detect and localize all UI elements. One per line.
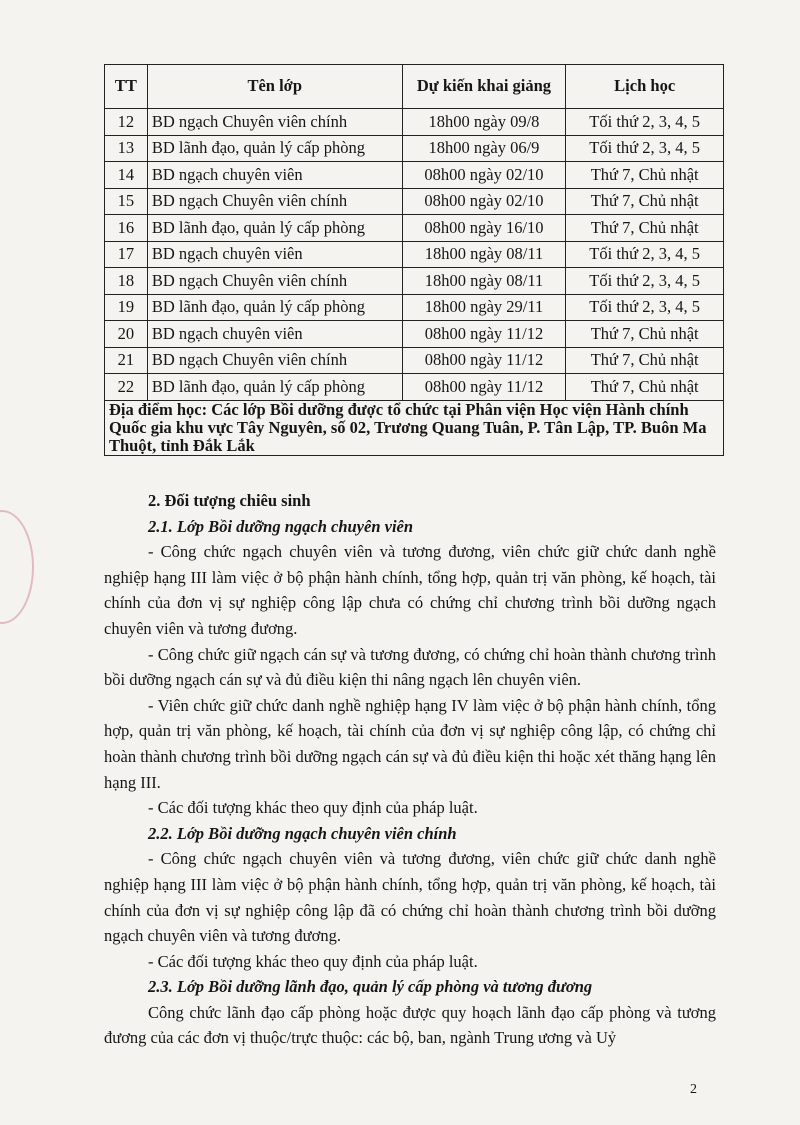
cell-start-date: 18h00 ngày 06/9	[402, 135, 566, 162]
cell-schedule: Thứ 7, Chủ nhật	[566, 162, 724, 189]
cell-class-name: BD ngạch Chuyên viên chính	[147, 347, 402, 374]
header-class-name: Tên lớp	[147, 65, 402, 109]
cell-start-date: 18h00 ngày 29/11	[402, 294, 566, 321]
table-row	[105, 321, 724, 348]
cell-start-date: 08h00 ngày 11/12	[402, 321, 566, 348]
cell-tt: 15	[105, 188, 148, 215]
header-tt: TT	[105, 65, 148, 109]
paragraph: Công chức lãnh đạo cấp phòng hoặc được quy hoạch lãnh đạo cấp phòng và tương đương của các đơn vị thuộc/trực thuộc: các bộ, ban, ngành Trung ương và Uỷ	[104, 1002, 716, 1048]
cell-tt: 17	[105, 241, 148, 268]
paragraph: - Các đối tượng khác theo quy định của pháp luật.	[148, 951, 478, 971]
cell-schedule: Thứ 7, Chủ nhật	[566, 188, 724, 215]
page-number: 2	[690, 1082, 697, 1097]
section-2-3-heading: 2.3. Lớp Bồi dưỡng lãnh đạo, quản lý cấp phòng và tương đương	[148, 977, 593, 997]
cell-tt: 14	[105, 162, 148, 189]
cell-schedule: Tối thứ 2, 3, 4, 5	[566, 268, 724, 295]
cell-start-date: 08h00 ngày 11/12	[402, 347, 566, 374]
cell-class-name: BD ngạch Chuyên viên chính	[147, 268, 402, 295]
table-row	[105, 294, 724, 321]
location-note: Địa điểm học: Các lớp Bồi dưỡng được tổ chức tại Phân viện Học viện Hành chính Quốc gia khu vực Tây Nguyên, số 02, Trương Quang Tuân, P. Tân Lập, TP. Buôn Ma Thuột, tỉnh Đắk Lắk	[105, 400, 724, 455]
cell-start-date: 08h00 ngày 11/12	[402, 374, 566, 401]
cell-tt: 16	[105, 215, 148, 242]
header-schedule: Lịch học	[566, 65, 724, 109]
table-row	[105, 374, 724, 401]
table-row	[105, 162, 724, 189]
cell-start-date: 08h00 ngày 02/10	[402, 188, 566, 215]
cell-start-date: 18h00 ngày 08/11	[402, 241, 566, 268]
red-seal-edge	[0, 510, 34, 624]
cell-schedule: Thứ 7, Chủ nhật	[566, 374, 724, 401]
cell-tt: 13	[105, 135, 148, 162]
cell-start-date: 08h00 ngày 02/10	[402, 162, 566, 189]
cell-class-name: BD lãnh đạo, quản lý cấp phòng	[147, 374, 402, 401]
class-schedule-table	[104, 64, 724, 456]
section-2-2-heading: 2.2. Lớp Bồi dưỡng ngạch chuyên viên chính	[148, 823, 457, 843]
table-row	[105, 241, 724, 268]
cell-class-name: BD lãnh đạo, quản lý cấp phòng	[147, 215, 402, 242]
cell-class-name: BD ngạch chuyên viên	[147, 241, 402, 268]
cell-class-name: BD ngạch chuyên viên	[147, 162, 402, 189]
cell-start-date: 18h00 ngày 09/8	[402, 109, 566, 136]
paragraph: - Công chức ngạch chuyên viên và tương đương, viên chức giữ chức danh nghề nghiệp hạng III làm việc ở bộ phận hành chính, tổng hợp, quản trị văn phòng, kế hoạch, tài chính của đơn vị sự nghiệp công lập chưa có chứng chỉ chương trình bồi dưỡng ngạch chuyên viên và tương đương.	[104, 542, 716, 638]
location-row	[105, 400, 724, 455]
cell-class-name: BD ngạch Chuyên viên chính	[147, 109, 402, 136]
cell-tt: 19	[105, 294, 148, 321]
cell-class-name: BD lãnh đạo, quản lý cấp phòng	[147, 294, 402, 321]
paragraph: - Viên chức giữ chức danh nghề nghiệp hạng IV làm việc ở bộ phận hành chính, tổng hợp, quản trị văn phòng, kế hoạch, tài chính của đơn vị sự nghiệp công lập, có chứng chỉ hoàn thành chương trình bồi dưỡng ngạch cán sự và đủ điều kiện thi hoặc xét thăng hạng lên hạng III.	[104, 695, 716, 792]
paragraph: - Công chức giữ ngạch cán sự và tương đương, có chứng chỉ hoàn thành chương trình bồi dưỡng ngạch cán sự và đủ điều kiện thi nâng ngạch lên chuyên viên.	[104, 644, 716, 690]
cell-start-date: 08h00 ngày 16/10	[402, 215, 566, 242]
cell-schedule: Tối thứ 2, 3, 4, 5	[566, 135, 724, 162]
cell-tt: 18	[105, 268, 148, 295]
paragraph: - Công chức ngạch chuyên viên và tương đương, viên chức giữ chức danh nghề nghiệp hạng III làm việc ở bộ phận hành chính, tổng hợp, quản trị văn phòng, kế hoạch, tài chính của đơn vị sự nghiệp công lập đã có chứng chỉ hoàn thành chương trình bồi dưỡng ngạch chuyên viên và tương đương.	[104, 849, 716, 946]
cell-tt: 22	[105, 374, 148, 401]
header-start-date: Dự kiến khai giảng	[402, 65, 566, 109]
table-header-row	[105, 65, 724, 109]
cell-tt: 20	[105, 321, 148, 348]
table-row	[105, 188, 724, 215]
cell-tt: 21	[105, 347, 148, 374]
cell-schedule: Thứ 7, Chủ nhật	[566, 215, 724, 242]
cell-schedule: Thứ 7, Chủ nhật	[566, 347, 724, 374]
cell-schedule: Tối thứ 2, 3, 4, 5	[566, 294, 724, 321]
table-row	[105, 347, 724, 374]
table-row	[105, 268, 724, 295]
cell-schedule: Thứ 7, Chủ nhật	[566, 321, 724, 348]
cell-schedule: Tối thứ 2, 3, 4, 5	[566, 241, 724, 268]
cell-schedule: Tối thứ 2, 3, 4, 5	[566, 109, 724, 136]
cell-start-date: 18h00 ngày 08/11	[402, 268, 566, 295]
cell-tt: 12	[105, 109, 148, 136]
cell-class-name: BD ngạch chuyên viên	[147, 321, 402, 348]
table-row	[105, 109, 724, 136]
paragraph: - Các đối tượng khác theo quy định của pháp luật.	[148, 798, 478, 818]
cell-class-name: BD ngạch Chuyên viên chính	[147, 188, 402, 215]
cell-class-name: BD lãnh đạo, quản lý cấp phòng	[147, 135, 402, 162]
body-text	[104, 488, 716, 1051]
section-2-1-heading: 2.1. Lớp Bồi dưỡng ngạch chuyên viên	[148, 516, 414, 536]
section-2-heading: 2. Đối tượng chiêu sinh	[148, 491, 311, 510]
table-row	[105, 135, 724, 162]
table-row	[105, 215, 724, 242]
